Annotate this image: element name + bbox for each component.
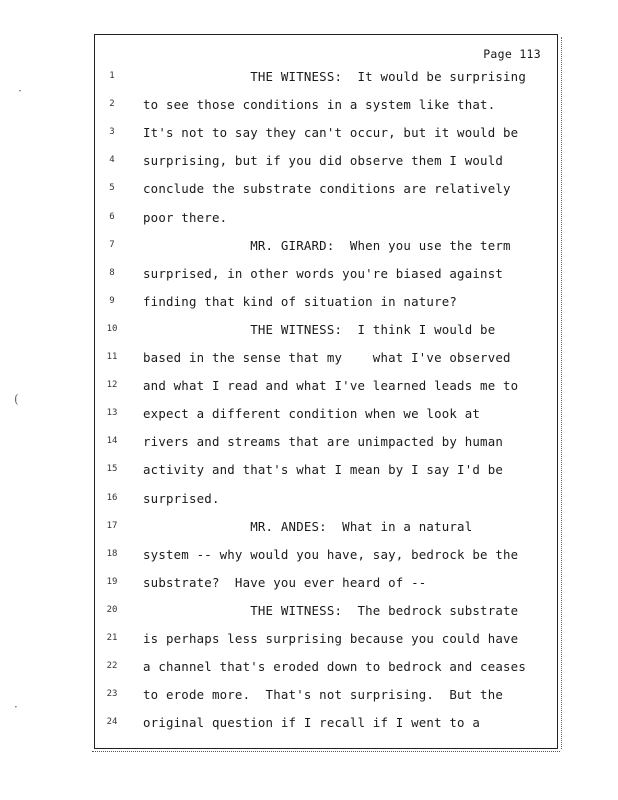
transcript-line-text: based in the sense that my what I've observed [143, 350, 511, 365]
transcript-line-text: a channel that's eroded down to bedrock and ceases [143, 659, 526, 675]
transcript-line-text: substrate? Have you ever heard of -- [143, 574, 427, 590]
line-number: 7 [109, 239, 115, 250]
line-number: 19 [106, 576, 118, 587]
line-number: 24 [106, 717, 118, 728]
transcript-line-text: MR. GIRARD: When you use the term [143, 237, 511, 253]
line-number: 15 [106, 464, 118, 475]
transcript-line-text: to see those conditions in a system like that. [143, 97, 496, 113]
line-number: 8 [109, 267, 115, 278]
line-number: 22 [106, 661, 118, 672]
transcript-line-text: activity and that's what I mean by I say I'd be [143, 462, 504, 478]
line-number: 11 [106, 352, 118, 362]
line-number: 4 [109, 155, 115, 166]
transcript-page [94, 34, 558, 749]
line-number: 9 [109, 295, 115, 306]
line-number: 16 [106, 492, 118, 503]
transcript-line-text: surprised. [143, 490, 220, 506]
line-number: 6 [109, 211, 115, 222]
transcript-line-text: finding that kind of situation in nature? [143, 293, 458, 309]
page-number: Page 113 [483, 47, 541, 61]
transcript-line-text: THE WITNESS: The bedrock substrate [143, 602, 519, 618]
line-number: 12 [106, 380, 118, 391]
transcript-line-text: expect a different condition when we look at [143, 406, 481, 422]
line-number: 21 [106, 633, 118, 643]
transcript-line-text: surprising, but if you did observe them I would [143, 153, 504, 169]
line-number: 5 [109, 183, 115, 194]
line-number: 17 [106, 520, 118, 531]
margin-tick-mark-bottom: · [14, 700, 18, 714]
margin-bracket-mark: ( [14, 392, 19, 406]
line-number: 20 [106, 604, 118, 615]
transcript-line-text: MR. ANDES: What in a natural [143, 518, 473, 534]
line-number: 2 [109, 99, 115, 110]
page-bottom-rule [92, 751, 560, 753]
margin-tick-mark-top: · [18, 84, 22, 98]
line-number: 3 [109, 127, 115, 138]
transcript-line-text: is perhaps less surprising because you could have [143, 631, 519, 646]
line-number: 23 [106, 689, 118, 700]
transcript-line-text: THE WITNESS: I think I would be [143, 321, 496, 337]
transcript-line-text: and what I read and what I've learned leads me to [143, 378, 519, 394]
transcript-line-text: system -- why would you have, say, bedrock be the [143, 546, 519, 562]
transcript-line-text: to erode more. That's not surprising. But the [143, 687, 504, 703]
transcript-line-text: THE WITNESS: It would be surprising [143, 69, 526, 84]
transcript-line-text: poor there. [143, 209, 228, 225]
line-number: 1 [109, 71, 115, 81]
line-number: 13 [106, 408, 118, 419]
line-number: 18 [106, 548, 118, 559]
transcript-line-text: It's not to say they can't occur, but it would be [143, 125, 519, 141]
transcript-line-text: original question if I recall if I went to a [143, 715, 481, 731]
transcript-line-text: surprised, in other words you're biased against [143, 265, 504, 281]
transcript-line-text: rivers and streams that are unimpacted by human [143, 434, 504, 450]
line-number: 14 [106, 436, 118, 447]
line-number: 10 [106, 323, 118, 334]
transcript-line-text: conclude the substrate conditions are relatively [143, 181, 511, 197]
